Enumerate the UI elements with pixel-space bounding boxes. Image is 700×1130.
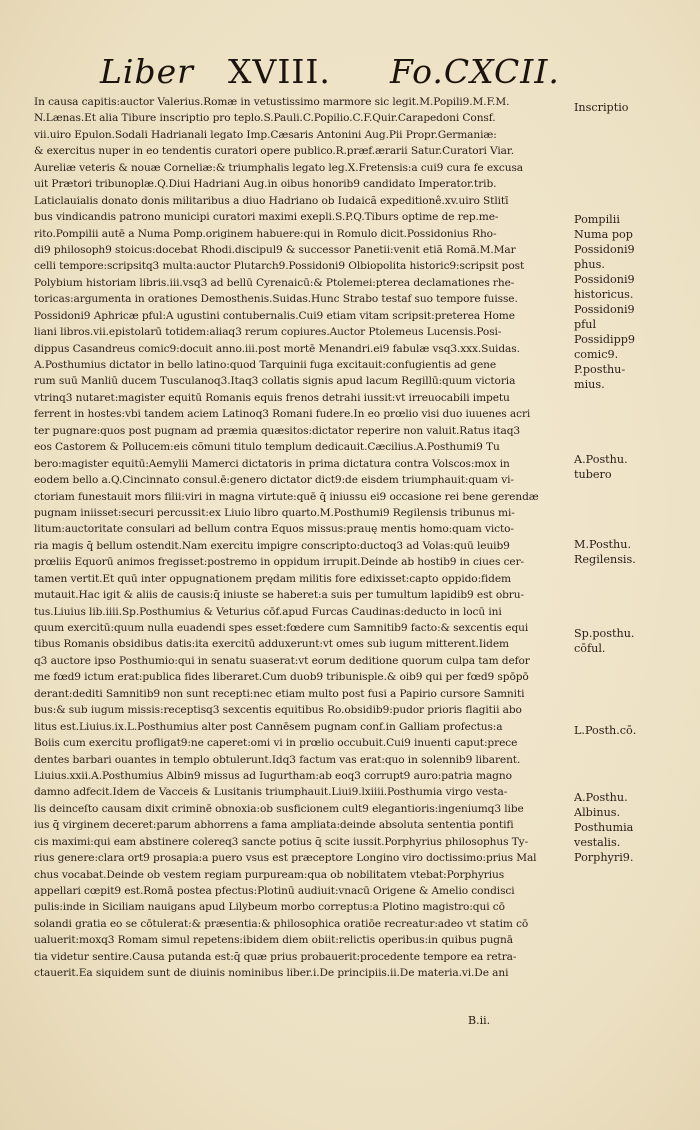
text-line: vii.uiro Epulon.Sodali Hadrianali legato Imp.Cæsaris Antonini Aug.Pii Propr.Germaniæ: <box>34 128 497 141</box>
text-line: tibus Romanis obsidibus datis:ita exercitū adduxerunt:vt omes sub iugum mitterent.Iidem <box>34 638 509 651</box>
running-header <box>100 52 580 100</box>
margin-note-line: M.Posthu. <box>574 538 632 551</box>
margin-note-line: Possidoni9 <box>574 303 635 316</box>
text-line: Laticlauialis donato donis militaribus a diuo Hadriano ob Iudaicã expeditionê.xv.uiro Stlitī <box>34 194 509 207</box>
margin-note-line: Possidoni9 <box>574 243 635 256</box>
margin-note-line: Posthumia <box>574 821 634 834</box>
margin-note-line: Possidoni9 <box>574 273 635 286</box>
text-line: ius q̄ virginem deceret:parum abhorrens a fama ampliata:deinde absoluta sententia pontifi <box>34 819 514 832</box>
margin-note-line: Pompilii <box>574 213 620 226</box>
text-line: lis deinceſto causam dixit criminē obnoxia:ob susficionem cult9 elegantioris:ingeniumq3 libe <box>34 802 524 815</box>
text-line: Boiis cum exercitu profligat9:ne caperet:omi vi in prœlio occubuit.Cui9 inuenti caput:prece <box>34 737 518 750</box>
text-line: & exercitus nuper in eo tendentis curatori opere publico.R.præf.ærarii Satur.Curatori Viar. <box>34 145 514 158</box>
text-line: Polybium historiam libris.iii.vsq3 ad bellū Cyrenaicū:& Ptolemei:pterea declamationes rhe- <box>34 276 515 289</box>
margin-note-line: tubero <box>574 468 612 481</box>
margin-note-possidonius <box>574 272 700 392</box>
text-line: derant:dediti Samnitib9 non sunt recepti:nec etiam multo post fusi a Papirio cursore Samniti <box>34 687 525 700</box>
text-line: N.Lænas.Et alia Tibure inscriptio pro teplo.S.Pauli.C.Popilio.C.F.Quir.Carapedoni Consf. <box>34 112 496 125</box>
text-line: pulis:inde in Siciliam nauigans apud Lilybeum morbo correptus:a Plotino magistro:qui cō <box>34 901 505 914</box>
text-line: Aureliæ veteris & nouæ Corneliæ:& triumphalis legato leg.X.Fretensis:a cui9 cura fe excusa <box>34 161 523 174</box>
text-line: appellari cœpit9 est.Romā postea pfectus:Plotinū audiuit:vnacū Origene & Amelio condisci <box>34 885 515 897</box>
margin-note-line: Porphyri9. <box>574 851 634 864</box>
margin-note-line: pful <box>574 318 597 331</box>
text-line: quum exercitū:quum nulla euadendi spes esset:fœdere cum Samnitib9 facto:& sexcentis equi <box>34 622 529 634</box>
margin-note-sp-posthumius <box>574 626 700 656</box>
text-line: celli tempore:scripsitq3 multa:auctor Plutarch9.Possidoni9 Olbiopolita historic9:scripsit post <box>34 260 525 273</box>
margin-note-line: comic9. <box>574 348 619 361</box>
margin-note-line: Inscriptio <box>574 101 629 114</box>
text-line: ter pugnare:quos post pugnam ad præmia quæsitos:dictator reperire non valuit.Ratus itaq3 <box>34 424 521 437</box>
margin-note-line: Regilensis. <box>574 553 636 566</box>
text-line: ualuerit:moxq3 Romam simul repetens:ibidem diem obiit:relictis operibus:in quibus pugnā <box>34 934 513 947</box>
text-line: rito.Pompilii autē a Numa Pomp.originem habuere:qui in Romulo dicit.Possidonius Rho- <box>34 227 497 240</box>
text-line: bus:& sub iugum missis:receptisq3 sexcentis equitibus Ro.obsidib9:pudor prioris flagitii abo <box>34 704 522 717</box>
text-line: uit Prætori tribunoplæ.Q.Diui Hadriani Aug.in oibus honorib9 candidato Imperator.trib. <box>34 178 497 191</box>
text-line: prœliis Equorū animos fregisset:postremo in oppidum irrupit.Deinde ab hostib9 in ciues cer- <box>34 556 525 569</box>
margin-note-albinus <box>574 790 700 865</box>
text-line: litus est.Liuius.ix.L.Posthumius alter post Cannēsem pugnam conf.in Galliam profectus:a <box>34 720 503 733</box>
text-line: pugnam iniisset:securi percussit:ex Liuio libro quarto.M.Posthumi9 Regilensis tribunus mi- <box>34 506 515 519</box>
margin-note-line: cōful. <box>574 642 606 655</box>
text-line: tia videtur sentire.Causa putanda est:q̄ quæ prius probauerit:procedente tempore ea retra- <box>34 950 517 963</box>
margin-note-inscriptio <box>574 100 700 115</box>
text-line: bero:magister equitū:Aemylii Mamerci dictatoris in prima dictatura contra Volscos:mox in <box>34 457 510 470</box>
text-line: rius genere:clara ort9 prosapia:a puero vsus est præceptore Longino viro doctissimo:prius Mal <box>34 852 537 865</box>
text-line: cis maximi:qui eam abstinere colereq3 sancte potius q̄ scite iussit.Porphyrius philosophus Ty- <box>34 835 529 848</box>
main-text-column <box>34 94 574 982</box>
text-line: eodem bello a.Q.Cincinnato consul.ē:genero dictator dict9:de eisdem triumphauit:quam vi- <box>34 474 514 487</box>
catchword-signature: B.ii. <box>468 1014 491 1027</box>
text-line: ria magis q̄ bellum ostendit.Nam exercitu impigre conscripto:ductoq3 ad Volas:quū leuib9 <box>34 539 510 552</box>
text-line: chus vocabat.Deinde ob vestem regiam purpuream:qua ob nobilitatem vtebat:Porphyrius <box>34 868 505 881</box>
text-line: ctauerit.Ea siquidem sunt de diuinis nominibus liber.i.De principiis.ii.De materia.vi.De ani <box>34 967 509 980</box>
margin-note-line: historicus. <box>574 288 634 301</box>
margin-note-l-posthumius <box>574 723 700 738</box>
margin-note-line: Possidipp9 <box>574 333 636 346</box>
text-line: liani libros.vii.epistolarū totidem:aliaq3 rerum copiures.Auctor Ptolemeus Lucensis.Posi- <box>34 326 502 339</box>
text-line: bus vindicandis patrono municipi curatori maximi exepli.S.P.Q.Tiburs optime de rep.me- <box>34 211 499 224</box>
text-line: ferrent in hostes:vbi tandem aciem Latinoq3 Romani fudere.In eo prœlio visi duo iuuenes acri <box>34 408 531 421</box>
margin-note-line: mius. <box>574 378 605 391</box>
text-line: A.Posthumius dictator in bello latino:quod Tarquinii fuga excitauit:confugientis ad gene <box>34 359 497 371</box>
text-line: tamen vertit.Et quū inter oppugnationem prędam militis fore edixisset:capto oppido:fidem <box>34 572 511 585</box>
text-line: eos Castorem & Pollucem:eis cõmuni titulo templum dedicauit.Cæcilius.A.Posthumi9 Tu <box>34 441 500 454</box>
text-line: litum:auctoritate consulari ad bellum contra Equos missus:prauę mentis homo:quam victo- <box>34 523 514 536</box>
text-line: damno adfecit.Idem de Vacceis & Lusitanis triumphauit.Liui9.lxiiii.Posthumia virgo vesta- <box>34 786 508 799</box>
margin-note-regilensis <box>574 537 700 567</box>
margin-note-tubero <box>574 452 700 482</box>
text-line: tus.Liuius lib.iiii.Sp.Posthumius & Veturius cōf.apud Furcas Caudinas:deducto in locū ini <box>34 605 502 618</box>
text-line: Possidoni9 Aphricæ pful:A ugustini contubernalis.Cui9 etiam vitam scripsit:preterea Home <box>34 309 515 322</box>
margin-note-line: Numa pop <box>574 228 633 241</box>
text-line: dippus Casandreus comic9:docuit anno.iii.post mortē Menandri.ei9 fabulæ vsq3.xxx.Suidas. <box>34 342 520 355</box>
margin-note-line: Sp.posthu. <box>574 627 635 640</box>
header-folio-number: Fo.CXCII. <box>390 52 560 91</box>
text-line: In causa capitis:auctor Valerius.Romæ in vetustissimo marmore sic legit.M.Popili9.M.F.M. <box>34 96 510 108</box>
text-line: me fœd9 ictum erat:publica fides liberaret.Cum duob9 tribunisple.& oib9 qui per fœd9 spōpō <box>34 671 529 684</box>
margin-note-pompilii <box>574 212 700 272</box>
text-line: dentes barbari ouantes in templo obtulerunt.Idq3 factum vas erat:quo in solennib9 libarent. <box>34 753 521 766</box>
text-line: Liuius.xxii.A.Posthumius Albin9 missus ad Iugurtham:ab eoq3 corrupt9 auro:patria magno <box>34 769 512 782</box>
margin-note-line: P.posthu- <box>574 363 626 376</box>
text-line: ctoriam funestauit mors filii:viri in magna virtute:quē q̄ iniussu ei9 occasione rei bene gerendæ <box>34 490 539 503</box>
text-line: q3 auctore ipso Posthumio:qui in senatu suaserat:vt eorum deditione quorum culpa tam defor <box>34 654 530 667</box>
margin-note-line: L.Posth.cō. <box>574 724 637 737</box>
margin-note-line: A.Posthu. <box>574 791 628 804</box>
header-book-number: XVIII. <box>228 52 331 91</box>
text-line: di9 philosoph9 stoicus:docebat Rhodi.discipul9 & successor Panetii:venit etiã Romã.M.Mar <box>34 243 516 256</box>
margin-note-line: phus. <box>574 258 605 271</box>
text-line: toricas:argumenta in orationes Demosthenis.Suidas.Hunc Strabo testaf suo tempore fuisse. <box>34 293 518 306</box>
margin-note-line: vestalis. <box>574 836 621 849</box>
text-line: solandi gratia eo se cōtulerat:& præsentia:& philosophica oratiōe recreatur:adeo vt statim cō <box>34 917 529 930</box>
text-line: mutauit.Hac igit & aliis de causis:q̄ iniuste se haberet:a suis per tumultum lapidib9 est obru- <box>34 589 524 602</box>
text-line: rum suū Manliū ducem Tusculanoq3.Itaq3 collatis signis apud lacum Regillū:quum victoria <box>34 375 516 388</box>
margin-note-line: A.Posthu. <box>574 453 628 466</box>
header-liber: Liber <box>100 52 194 91</box>
text-line: vtrinq3 nutaret:magister equitū Romanis equis frenos detrahi iussit:vt irreuocabili impetu <box>34 391 510 404</box>
margin-note-line: Albinus. <box>574 806 621 819</box>
